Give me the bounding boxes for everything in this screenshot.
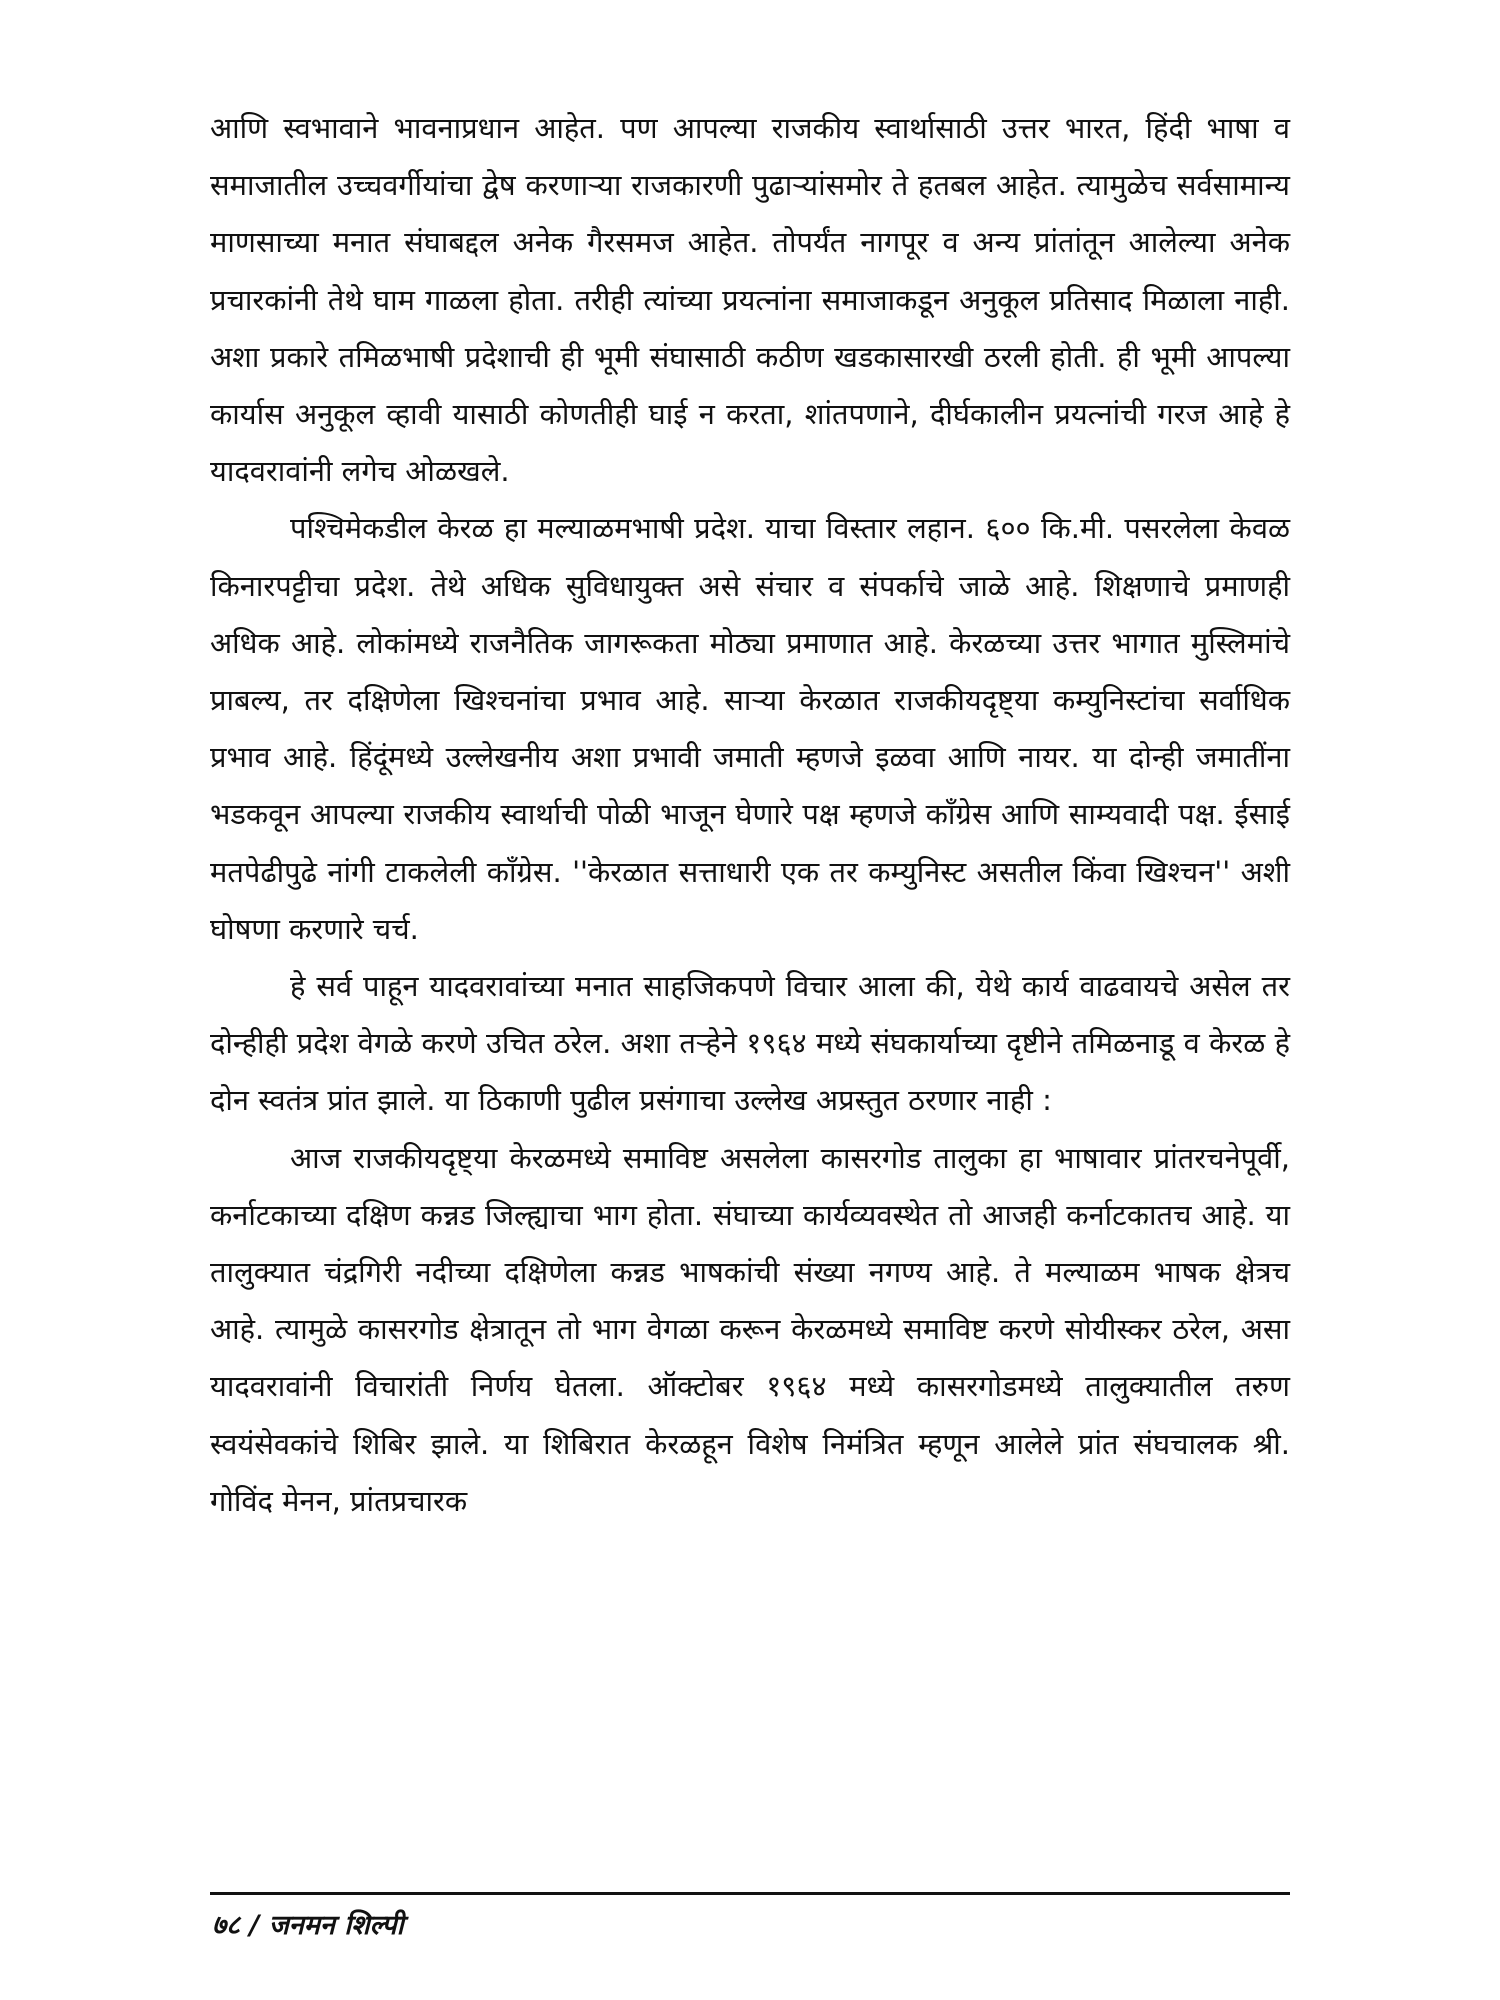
body-text [210, 100, 1290, 1530]
paragraph-4: आज राजकीयदृष्ट्या केरळमध्ये समाविष्ट असलेला कासरगोड तालुका हा भाषावार प्रांतरचनेपूर्वी, कर्नाटकाच्या दक्षिण कन्नड जिल्ह्याचा भाग होता. संघाच्या कार्यव्यवस्थेत तो आजही कर्नाटकातच आहे. या तालुक्यात चंद्रगिरी नदीच्या दक्षिणेला कन्नड भाषकांची संख्या नगण्य आहे. ते मल्याळम भाषक क्षेत्रच आहे. त्यामुळे कासरगोड क्षेत्रातून तो भाग वेगळा करून केरळमध्ये समाविष्ट करणे सोयीस्कर ठरेल, असा यादवरावांनी विचारांती निर्णय घेतला. ऑक्टोबर १९६४ मध्ये कासरगोडमध्ये तालुक्यातील तरुण स्वयंसेवकांचे शिबिर झाले. या शिबिरात केरळहून विशेष निमंत्रित म्हणून आलेले प्रांत संघचालक श्री. गोविंद मेनन, प्रांतप्रचारक [210, 1140, 1290, 1518]
paragraph-1: आणि स्वभावाने भावनाप्रधान आहेत. पण आपल्या राजकीय स्वार्थासाठी उत्तर भारत, हिंदी भाषा व समाजातील उच्चवर्गीयांचा द्वेष करणाऱ्या राजकारणी पुढाऱ्यांसमोर ते हतबल आहेत. त्यामुळेच सर्वसामान्य माणसाच्या मनात संघाबद्दल अनेक गैरसमज आहेत. तोपर्यंत नागपूर व अन्य प्रांतांतून आलेल्या अनेक प्रचारकांनी तेथे घाम गाळला होता. तरीही त्यांच्या प्रयत्नांना समाजाकडून अनुकूल प्रतिसाद मिळाला नाही. अशा प्रकारे तमिळभाषी प्रदेशाची ही भूमी संघासाठी कठीण खडकासारखी ठरली होती. ही भूमी आपल्या कार्यास अनुकूल व्हावी यासाठी कोणतीही घाई न करता, शांतपणाने, दीर्घकालीन प्रयत्नांची गरज आहे हे यादवरावांनी लगेच ओळखले. [210, 111, 1290, 489]
footer-divider [210, 1892, 1290, 1895]
paragraph-3: हे सर्व पाहून यादवरावांच्या मनात साहजिकपणे विचार आला की, येथे कार्य वाढवायचे असेल तर दोन्हीही प्रदेश वेगळे करणे उचित ठरेल. अशा तऱ्हेने १९६४ मध्ये संघकार्याच्या दृष्टीने तमिळनाडू व केरळ हे दोन स्वतंत्र प्रांत झाले. या ठिकाणी पुढील प्रसंगाचा उल्लेख अप्रस्तुत ठरणार नाही : [210, 969, 1290, 1118]
paragraph-2: पश्चिमेकडील केरळ हा मल्याळमभाषी प्रदेश. याचा विस्तार लहान. ६०० कि.मी. पसरलेला केवळ किनारपट्टीचा प्रदेश. तेथे अधिक सुविधायुक्त असे संचार व संपर्काचे जाळे आहे. शिक्षणाचे प्रमाणही अधिक आहे. लोकांमध्ये राजनैतिक जागरूकता मोठ्या प्रमाणात आहे. केरळच्या उत्तर भागात मुस्लिमांचे प्राबल्य, तर दक्षिणेला खिश्चनांचा प्रभाव आहे. साऱ्या केरळात राजकीयदृष्ट्या कम्युनिस्टांचा सर्वाधिक प्रभाव आहे. हिंदूंमध्ये उल्लेखनीय अशा प्रभावी जमाती म्हणजे इळवा आणि नायर. या दोन्ही जमातींना भडकवून आपल्या राजकीय स्वार्थाची पोळी भाजून घेणारे पक्ष म्हणजे काँग्रेस आणि साम्यवादी पक्ष. ईसाई मतपेढीपुढे नांगी टाकलेली काँग्रेस. ''केरळात सत्ताधारी एक तर कम्युनिस्ट असतील किंवा खिश्चन'' अशी घोषणा करणारे चर्च. [210, 511, 1290, 946]
page-footer: ७८ / जनमन शिल्पी [212, 1910, 404, 1941]
